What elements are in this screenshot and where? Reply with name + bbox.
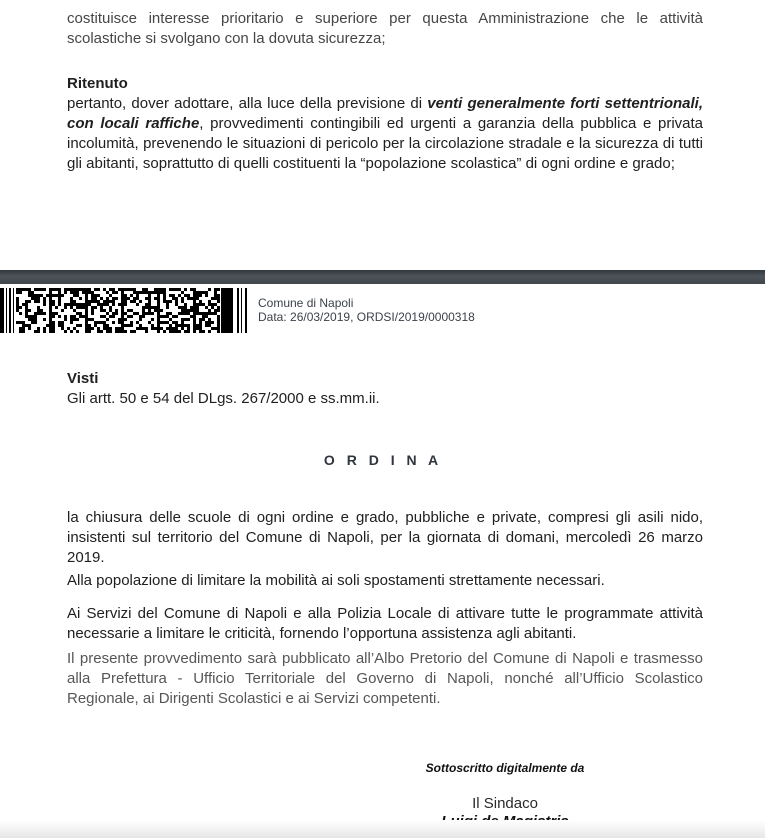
order-paragraph-publication: Il presente provvedimento sarà pubblicato all’Albo Pretorio del Comune di Napoli e trasmesso alla Prefettura - Ufficio Territoriale del Governo di Napoli, nonché all’Ufficio Scolastico Regionale, ai Dirigenti Scolastici e ai Servizi competenti. xyxy=(67,650,703,707)
visti-section xyxy=(67,369,703,409)
stamp-org: Comune di Napoli xyxy=(258,296,354,310)
order-paragraph-services: Ai Servizi del Comune di Napoli e alla Polizia Locale di attivare tutte le programmate attività necessarie a limitare le criticità, fornendo l’opportuna assistenza agli abitanti. xyxy=(67,605,703,642)
visti-paragraph: Gli artt. 50 e 54 del DLgs. 267/2000 e ss.mm.ii. xyxy=(67,390,380,407)
premise-paragraph: costituisce interesse prioritario e superiore per questa Amministrazione che le attività scolastiche si svolgano con la dovuta sicurezza; xyxy=(67,10,703,47)
visti-heading: Visti xyxy=(67,370,99,387)
order-paragraph-population: Alla popolazione di limitare la mobilità ai soli spostamenti strettamente necessari. xyxy=(67,572,605,589)
separator-bar xyxy=(0,270,765,284)
protocol-stamp xyxy=(258,296,475,324)
ritenuto-text-pre: pertanto, dover adottare, alla luce della previsione di xyxy=(67,95,428,112)
signer-role: Il Sindaco xyxy=(472,795,538,812)
order-paragraph-closure: la chiusura delle scuole di ogni ordine e grado, pubbliche e private, compresi gli asili nido, insistenti sul territorio del Comune di Napoli, per la giornata di domani, mercoledì 26 marzo 2019. xyxy=(67,509,703,566)
ritenuto-text-emphasis: venti generalmente forti settentrionali, con locali raffiche xyxy=(67,95,704,132)
ritenuto-text-post: , provvedimenti contingibili ed urgenti a garanzia della pubblica e privata incolumità, prevenendo le situazioni di pericolo per la circolazione stradale e la sicurezza di tutti gli abitanti, soprattutto di quelli costituenti la “popolazione scolastica” di ogni ordine e grado; xyxy=(67,115,704,172)
digitally-signed-label: Sottoscritto digitalmente da xyxy=(425,761,585,775)
ritenuto-heading: Ritenuto xyxy=(67,75,128,92)
pdf417-barcode-icon xyxy=(0,288,248,333)
stamp-date-line: Data: 26/03/2019, ORDSI/2019/0000318 xyxy=(258,310,475,324)
ordina-title: O R D I N A xyxy=(323,452,442,468)
page-bottom-fade xyxy=(0,820,765,838)
ritenuto-paragraph xyxy=(67,94,703,174)
ritenuto-section xyxy=(67,74,703,174)
